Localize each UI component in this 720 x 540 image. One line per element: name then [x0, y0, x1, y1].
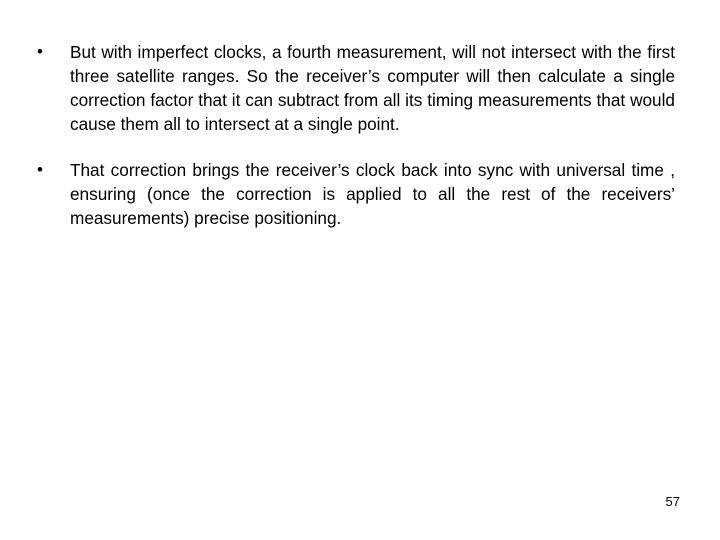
bullet-text: That correction brings the receiver’s clock back into sync with universal time , ensuring (once the correction is applied to all the rest of the receivers’ measurements) precise positioning. — [70, 160, 675, 228]
bullet-icon: • — [37, 42, 43, 61]
bullet-text: But with imperfect clocks, a fourth measurement, will not intersect with the first three satellite ranges. So the receiver’s computer will then calculate a single correction factor that it can subtract from all its timing measurements that would cause them all to intersect at a single point. — [70, 42, 675, 134]
bullet-item — [30, 158, 675, 230]
bullet-list — [30, 40, 675, 252]
page-number: 57 — [665, 494, 680, 509]
bullet-icon: • — [37, 160, 43, 179]
bullet-item — [30, 40, 675, 136]
